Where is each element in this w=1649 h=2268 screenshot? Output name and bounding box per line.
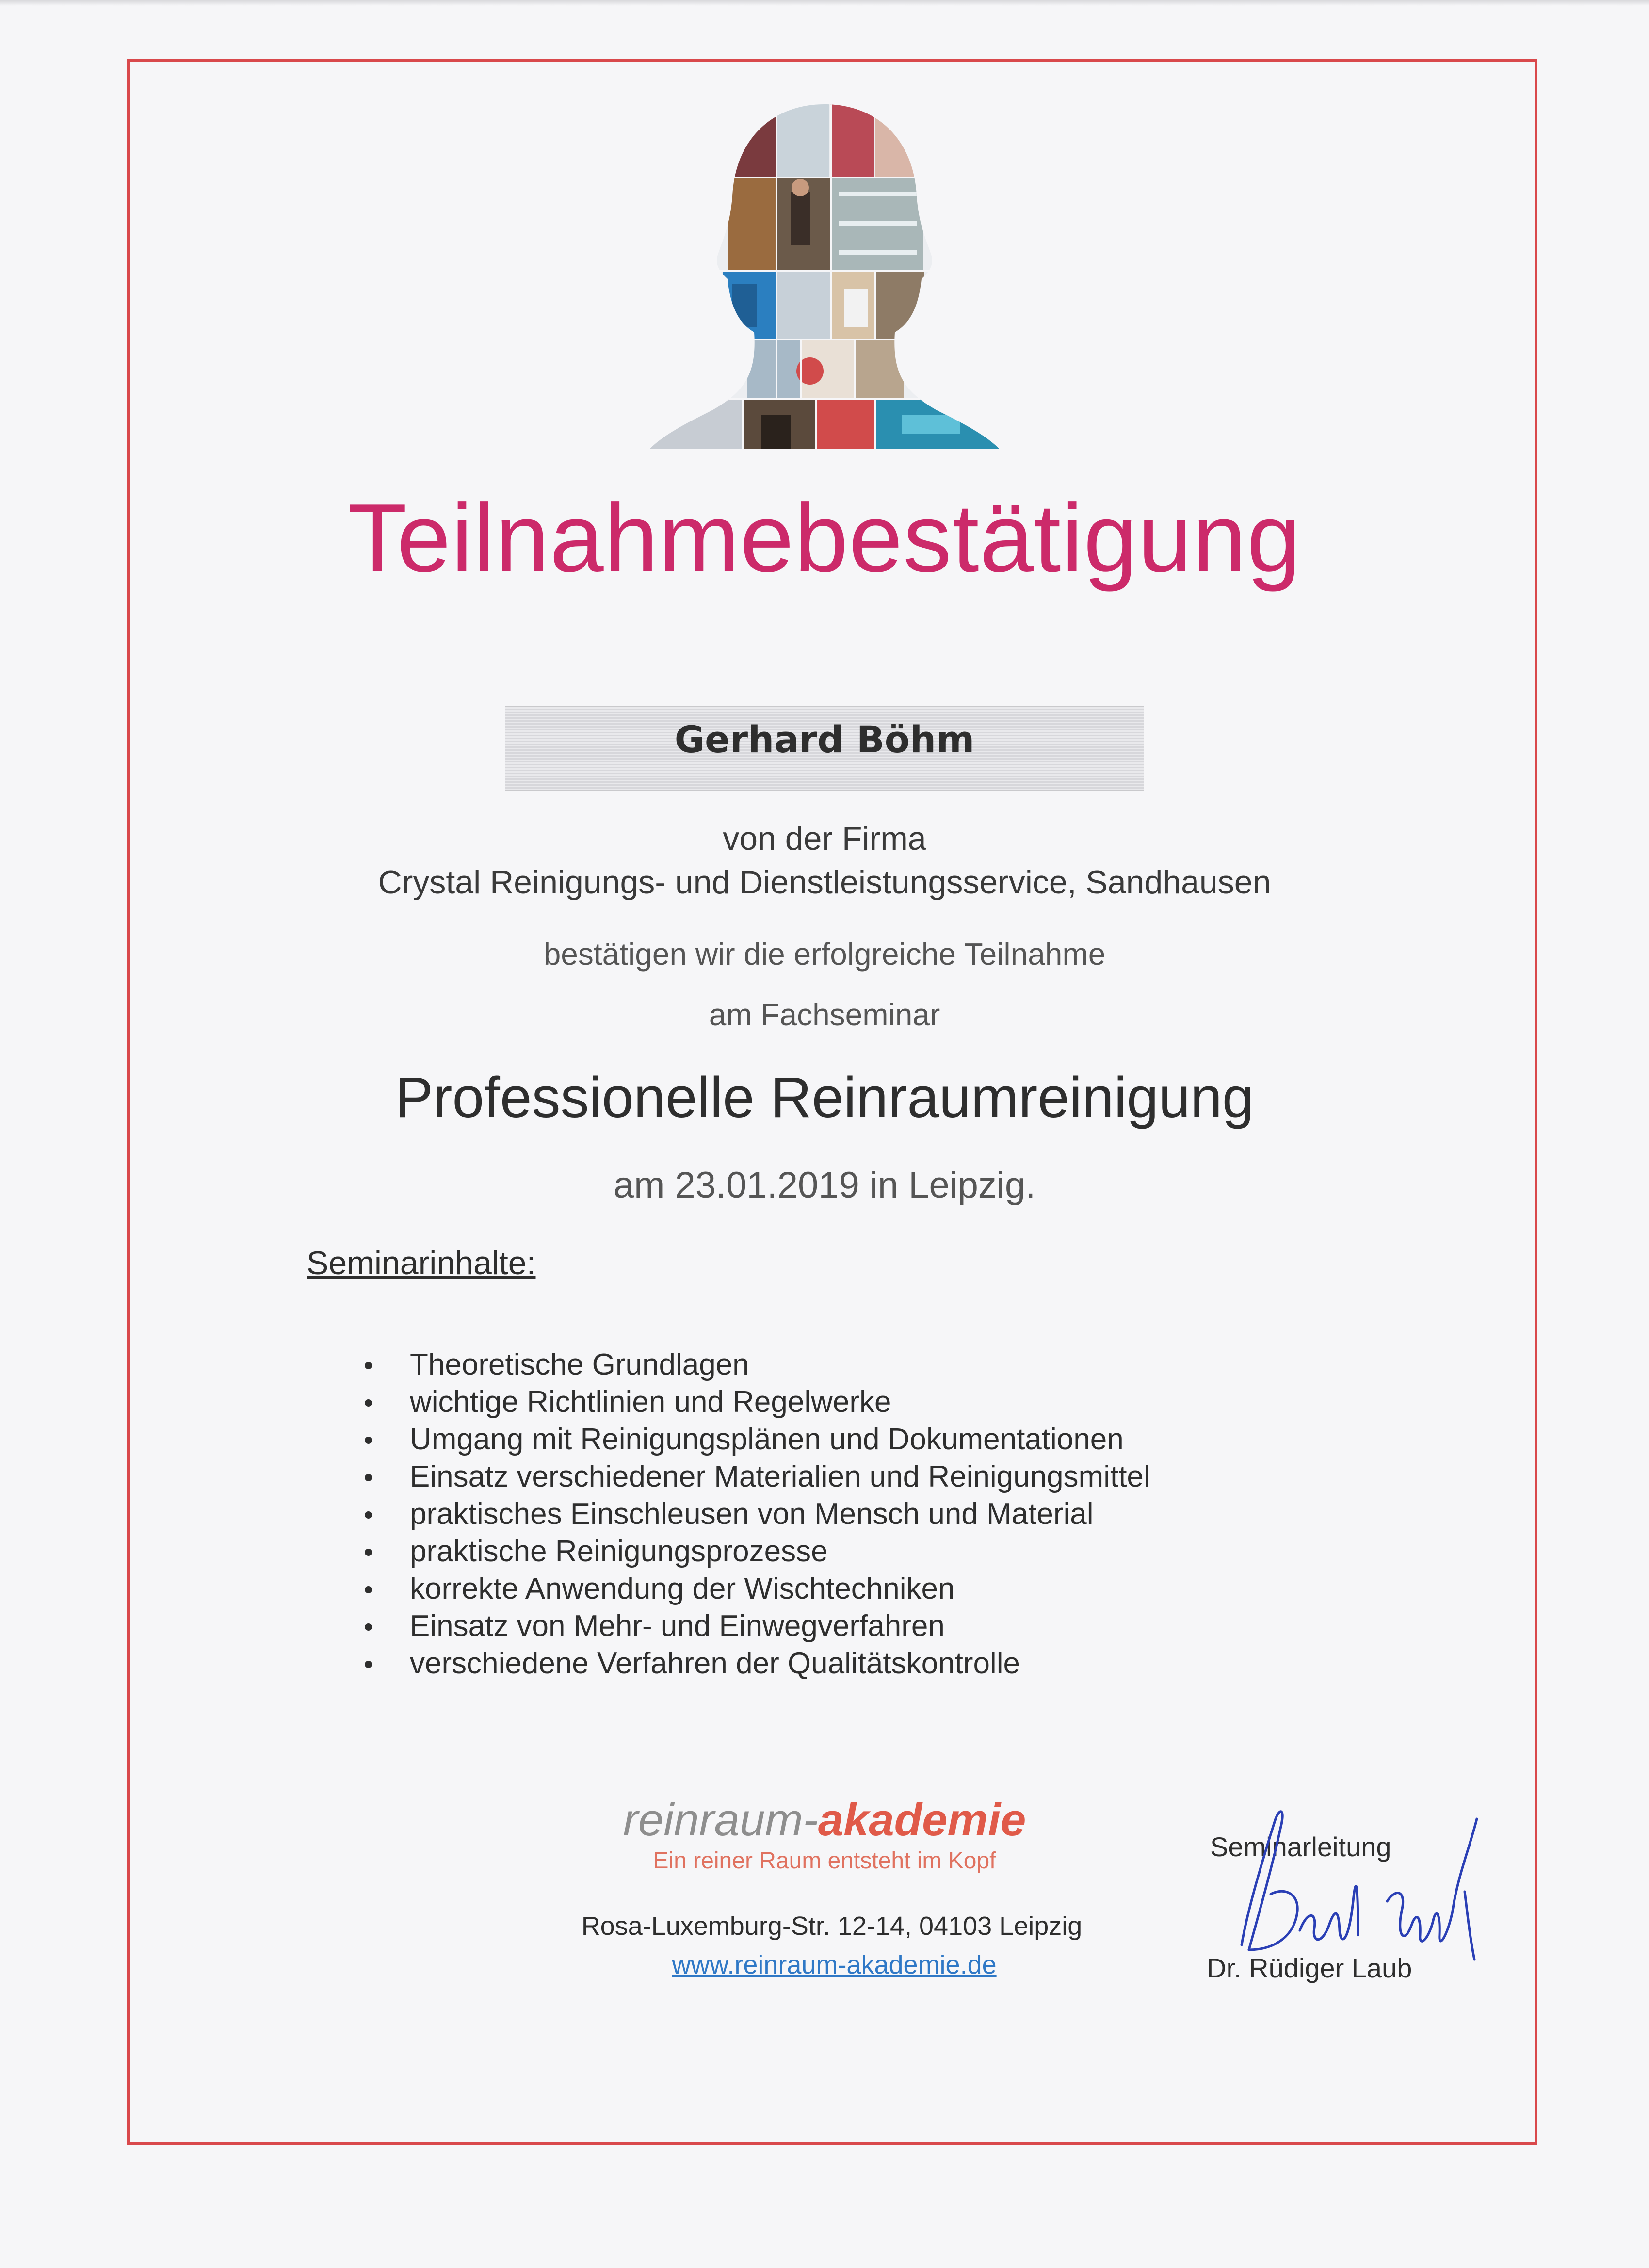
list-item: Theoretische Grundlagen [359,1346,1150,1383]
seminar-date-place: am 23.01.2019 in Leipzig. [613,1165,1036,1206]
list-item: praktische Reinigungsprozesse [359,1533,1150,1570]
confirmation-text: bestätigen wir die erfolgreiche Teilnahme [543,937,1106,972]
contents-list [359,1346,1150,1682]
signatory-role: Seminarleitung [1210,1831,1391,1862]
list-item: Einsatz von Mehr- und Einwegverfahren [359,1607,1150,1645]
certificate-title: Teilnahmebestätigung [348,484,1301,592]
list-item: praktisches Einschleusen von Mensch und Material [359,1495,1150,1533]
list-item: wichtige Richtlinien und Regelwerke [359,1383,1150,1421]
organizer-logo [582,1795,1067,1874]
seminar-title: Professionelle Reinraumreinigung [395,1066,1254,1130]
list-item: Umgang mit Reinigungsplänen und Dokumentationen [359,1421,1150,1458]
logo-tagline: Ein reiner Raum entsteht im Kopf [653,1848,996,1874]
organizer-address: Rosa-Luxemburg-Str. 12-14, 04103 Leipzig [581,1912,1083,1941]
logo-wordmark [582,1795,1067,1845]
company-intro: von der Firma [723,820,926,857]
contents-heading: Seminarinhalte: [307,1245,536,1281]
list-item: Einsatz verschiedener Materialien und Reinigungsmittel [359,1458,1150,1495]
signatory-name: Dr. Rüdiger Laub [1207,1953,1412,1983]
list-item: korrekte Anwendung der Wischtechniken [359,1570,1150,1607]
head-photo-collage-illustration [650,99,999,458]
participant-name: Gerhard Böhm [674,718,975,761]
seminar-intro: am Fachseminar [709,997,940,1032]
logo-wordmark-part-b: akademie [818,1794,1026,1845]
list-item: verschiedene Verfahren der Qualitätskontrolle [359,1645,1150,1682]
company-name: Crystal Reinigungs- und Dienstleistungsservice, Sandhausen [378,864,1271,901]
organizer-website-link[interactable]: www.reinraum-akademie.de [672,1950,997,1979]
scan-edge [0,0,1649,6]
logo-wordmark-part-a: reinraum- [623,1794,818,1845]
